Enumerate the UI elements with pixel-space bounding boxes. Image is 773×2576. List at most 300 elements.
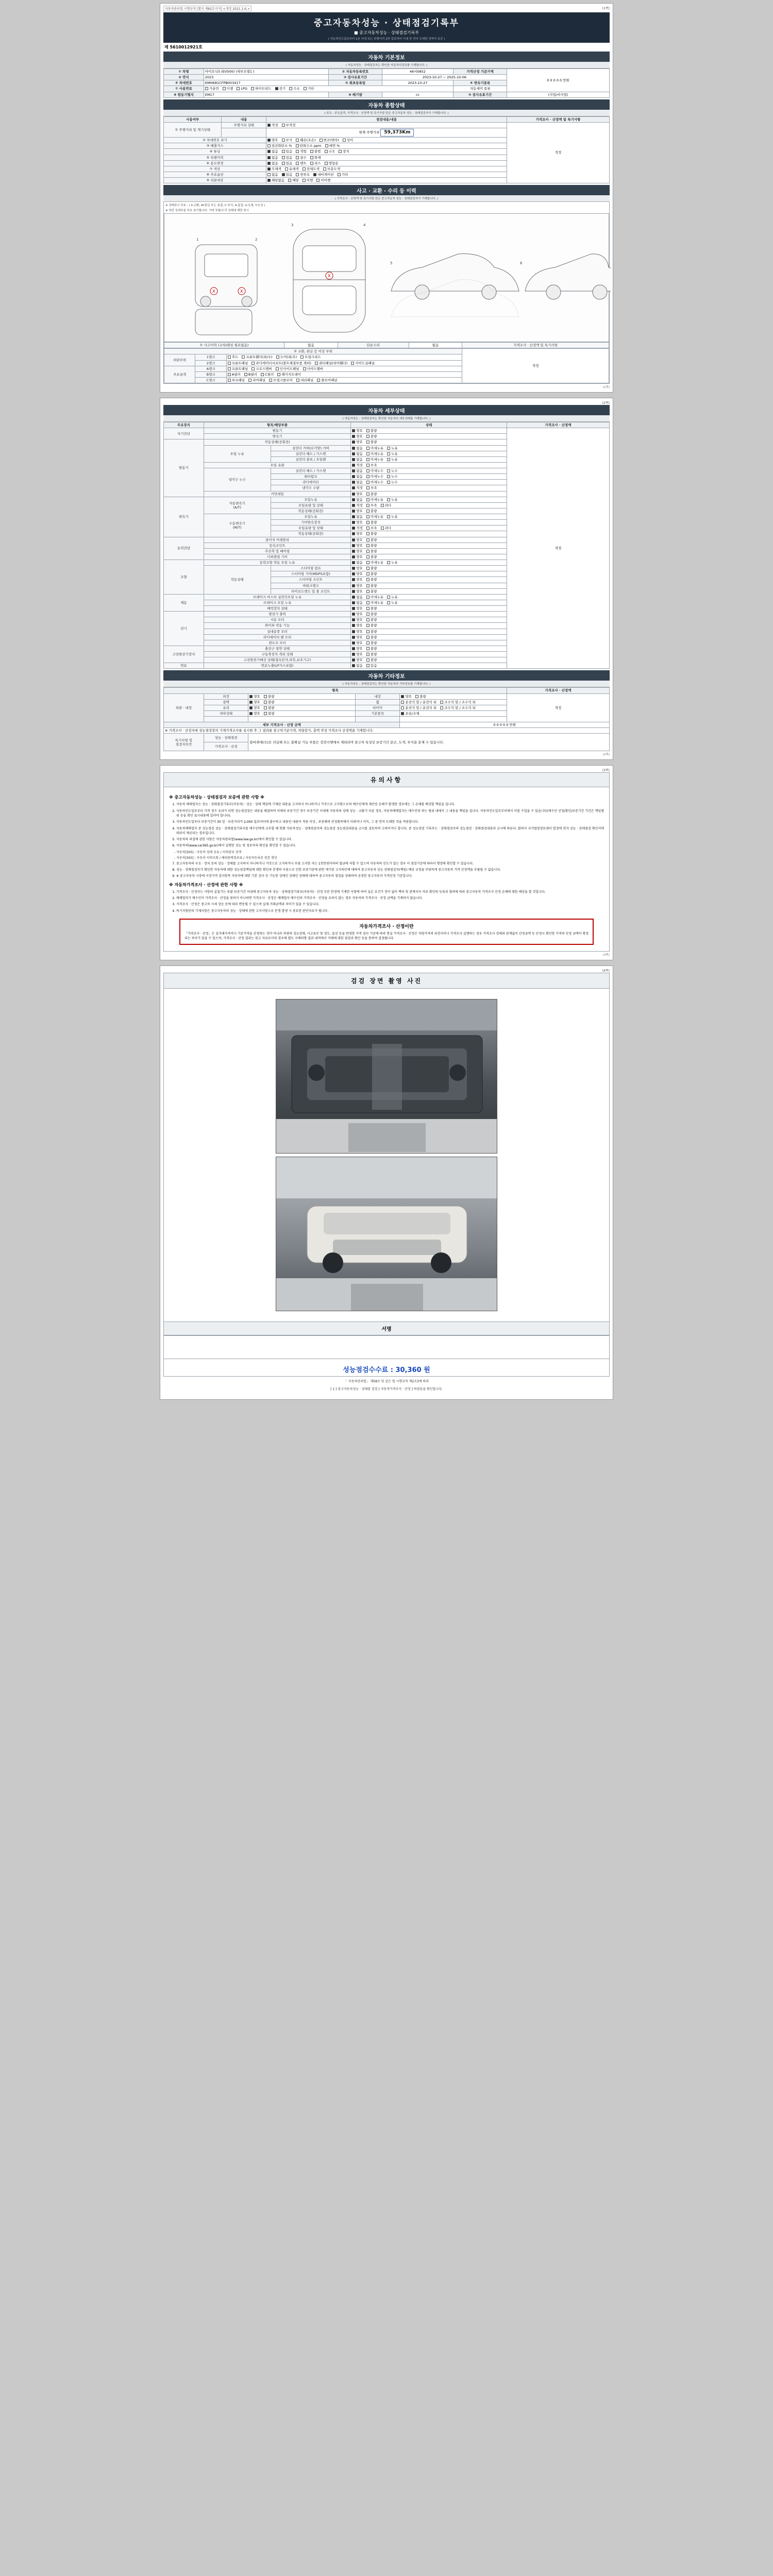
usechange-yes[interactable]: 있음: [282, 161, 293, 165]
status-power-crank: [351, 583, 507, 588]
sub-coolant-level: 냉각수 수량: [271, 485, 351, 491]
block-leak[interactable]: 누유: [387, 457, 398, 462]
color-full-repaint[interactable]: 전체도색: [303, 167, 320, 171]
frame-c-pillar[interactable]: C필러: [261, 372, 274, 377]
label-inspection-period: ③ 검사유효기간: [329, 75, 382, 80]
group-steering: 조향: [164, 560, 204, 595]
status-battery-isolation: [351, 652, 507, 657]
fan-bad[interactable]: 불량: [366, 635, 377, 639]
mt-idle-good[interactable]: 양호: [352, 532, 363, 536]
cp-good[interactable]: 양호: [352, 647, 363, 651]
pump-slight[interactable]: 미세누수: [366, 474, 383, 479]
page-title: 중고자동차성능 · 상태점검기록부: [313, 18, 460, 28]
sj-bad[interactable]: 불량: [366, 578, 377, 582]
vin-different[interactable]: 상이: [343, 138, 354, 142]
damage-diagram-svg: [164, 214, 611, 342]
starter-good[interactable]: 양호: [352, 618, 363, 622]
fuel-option-gasoline[interactable]: 가솔린: [205, 87, 219, 91]
status-alternator: [351, 612, 507, 617]
coolant-head-slight[interactable]: 미세누수: [366, 469, 383, 473]
label-transmission: ⑥ 변속기종류: [453, 80, 507, 86]
mt-leak-slight[interactable]: 미세누유: [366, 515, 383, 519]
at-idle-bad[interactable]: 불량: [366, 509, 377, 513]
col-content: 내용: [222, 116, 266, 122]
item-window-motor: 윈도우 모터: [204, 640, 350, 646]
frame-rear-panel[interactable]: 리어패널: [248, 378, 265, 382]
usechange-lease[interactable]: 리스: [310, 161, 321, 165]
status-booster: [351, 606, 507, 612]
at-level-high[interactable]: 과다: [381, 503, 392, 507]
mt-level-ok[interactable]: 적정: [352, 526, 363, 530]
ps-leak[interactable]: 누유: [387, 561, 398, 565]
fuel-option-lpg[interactable]: LPG: [237, 87, 247, 91]
svg-text:2: 2: [255, 238, 258, 242]
pump-leak[interactable]: 누수: [387, 474, 398, 479]
photo-underbody-svg: [276, 999, 497, 1154]
section-accident-subnote: ( 가격조사 · 산정액 및 특기사항 란은 중고자동차 성능 · 상태점검자가 기재합니다. ): [163, 195, 610, 202]
col-status: 상태: [351, 422, 507, 428]
notice-item: 4. 특기사항란의 기재사항은 중고자동차의 성능 · 상태에 관한 고지사항으로 분쟁 발생 시 중요한 판단자료가 됩니다.: [176, 909, 604, 913]
alt-good[interactable]: 양호: [352, 612, 363, 616]
frame-dash-panel[interactable]: 대쉬패널: [296, 378, 313, 382]
emission-smoke[interactable]: 매연 %: [325, 144, 340, 148]
fuel-option-diesel[interactable]: 디젤: [223, 87, 233, 91]
item-basic: 기본품목: [355, 710, 400, 716]
status-etc-other: [248, 710, 356, 716]
recall-notdone[interactable]: 미이행: [316, 178, 330, 182]
block-slight[interactable]: 미세누유: [366, 457, 383, 462]
alt-bad[interactable]: 불량: [366, 612, 377, 616]
at-level-low[interactable]: 부족: [366, 503, 377, 507]
frame-a-pillar[interactable]: A필러: [228, 372, 241, 377]
color-partial-repaint[interactable]: 부분도색: [323, 167, 340, 171]
notice-item: 5. 자동차의 의결에 권한 사항은 자동차관리법(www.law.go.kr)에서 확인할 수 있습니다.: [176, 837, 604, 842]
ps-slight[interactable]: 미세누유: [366, 561, 383, 565]
etc-good[interactable]: 양호: [249, 711, 260, 716]
rocker-leak[interactable]: 누유: [387, 446, 398, 450]
int-bad[interactable]: 불량: [415, 694, 426, 699]
status-common-rail: [351, 491, 507, 497]
oil-level-ok[interactable]: 적정: [352, 463, 363, 467]
item-oil-leak: 오일 누유: [204, 445, 271, 462]
recall-done[interactable]: 이행: [303, 178, 313, 182]
status-wash: [248, 717, 356, 722]
tuning-device[interactable]: 장치: [339, 149, 349, 154]
fuel-none[interactable]: 없음: [352, 664, 363, 668]
starter-bad[interactable]: 불량: [366, 618, 377, 622]
section-detail-subnote: ( 자동차성능 · 상태점검자는 확인한 자동차의 세부상태를 기재합니다. ): [163, 415, 610, 422]
item-transmission-diag: 변속기: [204, 434, 350, 439]
sub-steering-pump: 스티어링 펌프: [271, 566, 351, 571]
row-options-label: ⑧ 주요옵션: [164, 172, 266, 177]
usechange-rent[interactable]: 렌트: [296, 161, 307, 165]
damage-diagram: [164, 213, 609, 342]
signature-area[interactable]: [163, 1335, 610, 1359]
cp-bad[interactable]: 불량: [366, 647, 377, 651]
status-radiator-fan: [351, 634, 507, 640]
part-radiator-support[interactable]: 라디에이터서포트(볼트체결부품 제외): [251, 361, 311, 365]
at-level-ok[interactable]: 적정: [352, 503, 363, 507]
head-slight[interactable]: 미세누유: [366, 452, 383, 456]
wm-bad[interactable]: 불량: [366, 641, 377, 645]
status-exterior: [248, 693, 356, 699]
page-1: [160, 3, 613, 393]
special-opt-performance: 성능 · 상태점검: [204, 734, 248, 742]
mt-leak-leak[interactable]: 누유: [387, 515, 398, 519]
part-hood[interactable]: 후드: [228, 355, 239, 359]
sub-tie-rod: 타이로드엔드 및 볼 조인트: [271, 588, 351, 594]
notice-list-2: [176, 890, 604, 913]
emission-co[interactable]: 일산화탄소 %: [267, 144, 292, 148]
head-leak[interactable]: 누유: [387, 452, 398, 456]
label-plate: ② 자동차등록번호: [329, 69, 382, 75]
item-propeller-shaft: 추진축 및 베어링: [204, 548, 350, 554]
at-leak-none[interactable]: 없음: [352, 498, 363, 502]
svg-text:X: X: [328, 274, 331, 279]
mt-gear-bad[interactable]: 불량: [366, 520, 377, 524]
special-yes[interactable]: 있음: [282, 156, 293, 160]
notice-list-1: [176, 802, 604, 848]
blower-bad[interactable]: 불량: [366, 630, 377, 634]
mt-gear-good[interactable]: 양호: [352, 520, 363, 524]
clutch-bad[interactable]: 불량: [366, 538, 377, 542]
oil-level-low[interactable]: 부족: [366, 463, 377, 467]
mt-level-low[interactable]: 부족: [366, 526, 377, 530]
part-door[interactable]: 도어(좌/우): [276, 355, 297, 359]
rocker-slight[interactable]: 미세누유: [366, 446, 383, 450]
wiper-good[interactable]: 양호: [352, 623, 363, 628]
row-mileage-current-label: [222, 128, 266, 137]
label-total-price: 세부 가격조사 · 산정 금액: [164, 722, 400, 728]
blower-good[interactable]: 양호: [352, 630, 363, 634]
part-replacement-table: [164, 348, 609, 383]
status-steering-pump: [351, 566, 507, 571]
frame-floor-panel[interactable]: 플로어패널: [317, 378, 337, 382]
tuning-structure[interactable]: 구조: [325, 149, 335, 154]
bi-good[interactable]: 양호: [352, 652, 363, 656]
section-basic-info-subnote: ( 자동차성능 · 상태점검자는 확인한 자동차의정보를 기재합니다. ): [163, 62, 610, 69]
block-none[interactable]: 없음: [352, 457, 363, 462]
status-wiper: [351, 623, 507, 629]
coolant-head-leak[interactable]: 누수: [387, 469, 398, 473]
mileage-proper[interactable]: 적정: [267, 123, 278, 127]
other-price-value: 적정: [507, 693, 610, 722]
hv-good[interactable]: 양호: [352, 658, 363, 662]
fan-good[interactable]: 양호: [352, 635, 363, 639]
color-chromatic[interactable]: 유채색: [285, 167, 299, 171]
rank-c-items: [226, 377, 462, 383]
tire-fl[interactable]: 운전석 앞 / 운전석 뒤: [401, 706, 436, 710]
item-wiper: 와이퍼 작동 기능: [204, 623, 350, 629]
at-leak-slight[interactable]: 미세누유: [366, 498, 383, 502]
item-tire: 타이어: [355, 705, 400, 710]
rad-none[interactable]: 없음: [352, 480, 363, 484]
frame-inside-panel[interactable]: 인사이드패널: [276, 367, 299, 371]
rank-2: 2랭크: [195, 360, 226, 366]
pump-none[interactable]: 없음: [352, 474, 363, 479]
special-flood[interactable]: 침수: [296, 156, 307, 160]
row-tuning-label: ④ 튜닝: [164, 149, 266, 155]
coolant-level-low[interactable]: 부족: [366, 486, 377, 490]
status-wheel: [400, 699, 507, 705]
status-propeller-shaft: [351, 548, 507, 554]
mc-none[interactable]: 없음: [352, 595, 363, 599]
rail-bad[interactable]: 불량: [366, 492, 377, 496]
emission-hc[interactable]: 탄화수소 ppm: [296, 144, 322, 148]
value-engine: EM17: [204, 92, 328, 97]
wm-good[interactable]: 양호: [352, 641, 363, 645]
frame-cross-member[interactable]: 크로스멤버: [251, 367, 272, 371]
fuel-option-hybrid[interactable]: 하이브리드: [251, 87, 271, 91]
special-none[interactable]: 없음: [267, 156, 278, 160]
vin-altered[interactable]: 변조(변타): [320, 138, 339, 142]
special-fire[interactable]: 화재: [310, 156, 321, 160]
ps-none[interactable]: 없음: [352, 561, 363, 565]
item-engine-diag: 원동기: [204, 428, 350, 434]
status-at-level: [351, 502, 507, 508]
coolant-level-ok[interactable]: 적정: [352, 486, 363, 490]
notice-heading-1: ※ 중고자동차성능 · 상태점검자 보증에 관한 사항 ※: [169, 795, 264, 800]
status-polish: [248, 699, 356, 705]
notice-body: [163, 787, 610, 951]
part-trunk-lid[interactable]: 트렁크리드: [300, 355, 321, 359]
frame-b-pillar[interactable]: B필러: [244, 372, 257, 377]
tire-fr[interactable]: 조수석 앞 / 조수석 뒤: [440, 706, 476, 710]
notice-item: 2. 자동차인도일로부터 가격 정수 초과가 되면 성능점검장은 내용을 해결하여 이에의 보증기간 정수 보증기간 이내에 자동차의 상태 성능 · 교환기 다른 경우, 자동차매매업자는 매수인의 하는 범위 내에서 그 내용을 책임을 집니다. 자동차인도일로부터에서 이를 수업을 수 있습니다(매수인 선정/확인/보증기간 기간은 책임범위 등을 확인 표시내용에 있어야 합니다).: [176, 809, 604, 819]
recall-na[interactable]: 해당없음: [267, 178, 284, 182]
option-none[interactable]: 없음: [267, 173, 278, 177]
special-remarks-text: 앞바퀴에(으)로 의심해 또는 불확실 기능 부품은 검검시행에서 제외되며 중고차 특성상 보증기간 문곤, 도색, 부식을 문제 수 있습니다.: [248, 734, 610, 751]
mt-level-high[interactable]: 과다: [381, 526, 392, 530]
pc-bad[interactable]: 불량: [366, 584, 377, 588]
vin-corrosion[interactable]: 부식: [282, 138, 293, 142]
option-sunroof[interactable]: 썬루프: [296, 173, 310, 177]
status-mt-idle: [351, 531, 507, 537]
section-accident-header: 사고 · 교환 · 수리 등 이력: [163, 185, 610, 195]
part-side-sill[interactable]: 사이드실패널: [351, 361, 375, 365]
tuning-none[interactable]: 없음: [267, 149, 278, 154]
page-number: (1쪽): [602, 7, 610, 10]
sub-mt-gear: 기어변속장치: [271, 520, 351, 526]
page-3-number: (3쪽): [602, 769, 610, 773]
sp-bad[interactable]: 불량: [366, 566, 377, 570]
mc-leak[interactable]: 누유: [387, 595, 398, 599]
wiper-bad[interactable]: 불량: [366, 623, 377, 628]
tuning-yes[interactable]: 있음: [282, 149, 293, 154]
rocker-none[interactable]: 없음: [352, 446, 363, 450]
booster-bad[interactable]: 불량: [366, 606, 377, 611]
row-vin-options: [266, 138, 507, 143]
status-basic: [400, 710, 507, 716]
item-wash: [204, 717, 248, 722]
col-detail-price: 가격조사 · 산정액: [507, 422, 610, 428]
part-front-fender[interactable]: 프론트휀더(좌/우): [242, 355, 272, 359]
mt-idle-bad[interactable]: 불량: [366, 532, 377, 536]
special-opt-price: 가격조사 · 산정: [204, 742, 248, 751]
mc-slight[interactable]: 미세누유: [366, 595, 383, 599]
engine-diag-bad[interactable]: 불량: [366, 429, 377, 433]
idle-good[interactable]: 양호: [352, 440, 363, 444]
sp-good[interactable]: 양호: [352, 566, 363, 570]
frame-roof-panel[interactable]: 루프패널: [228, 378, 245, 382]
booster-good[interactable]: 양호: [352, 606, 363, 611]
part-front-panel[interactable]: 프론트패널: [228, 361, 248, 365]
tuning-illegal[interactable]: 불법: [310, 149, 321, 154]
status-steering-gear: [351, 571, 507, 577]
basic-have[interactable]: 보유/교체: [401, 711, 419, 716]
vin-damaged[interactable]: 훼손(오손): [296, 138, 315, 142]
value-plate: 46서0852: [382, 69, 453, 75]
etc-bad[interactable]: 불량: [264, 711, 275, 716]
coolant-head-none[interactable]: 없음: [352, 469, 363, 473]
mileage-improper[interactable]: 부적정: [282, 123, 296, 127]
recall-yes[interactable]: 해당: [288, 178, 299, 182]
engine-diag-good[interactable]: 양호: [352, 429, 363, 433]
svg-text:4: 4: [363, 223, 366, 228]
rank-b-items: [226, 371, 462, 377]
bi-bad[interactable]: 불량: [366, 652, 377, 656]
notice-subitem: - 자동차[305] : 자동차 이력조회 / 해외판매정보표 / 자동차등록증 원본 확인: [174, 856, 277, 860]
usechange-business[interactable]: 영업용: [325, 161, 339, 165]
accident-history-table: [164, 342, 609, 348]
head-none[interactable]: 없음: [352, 452, 363, 456]
at-leak-leak[interactable]: 누유: [387, 498, 398, 502]
value-transmission: 자동세미 종류: [453, 86, 507, 92]
tr-bad[interactable]: 불량: [366, 589, 377, 594]
detail-state-table: [163, 422, 610, 669]
svg-text:X: X: [240, 289, 243, 294]
cv-good[interactable]: 양호: [352, 544, 363, 548]
glass-bad[interactable]: 불량: [264, 706, 275, 710]
rank-1: 1랭크: [195, 354, 226, 360]
option-navigation[interactable]: 내비게이션: [313, 173, 333, 177]
item-glass: 유리: [204, 705, 248, 710]
status-steering-joint: [351, 577, 507, 583]
cv-bad[interactable]: 불량: [366, 544, 377, 548]
fuel-option-hydrogen[interactable]: 수소: [289, 87, 300, 91]
vin-good[interactable]: 양호: [267, 138, 278, 142]
photo-front-svg: [276, 1157, 497, 1311]
item-radiator-fan: 라디에이터 팬 모터: [204, 634, 350, 640]
sj-good[interactable]: 양호: [352, 578, 363, 582]
bo-slight[interactable]: 미세누유: [366, 601, 383, 605]
label-accident-history: ① 사고이력 (교차/랜싱 필요없음): [164, 343, 284, 348]
option-etc[interactable]: 기타: [338, 173, 348, 177]
bo-none[interactable]: 없음: [352, 601, 363, 605]
mt-leak-none[interactable]: 없음: [352, 515, 363, 519]
fuel-option-etc[interactable]: 기타: [304, 87, 314, 91]
at-idle-good[interactable]: 양호: [352, 509, 363, 513]
rank-b: B랭크: [195, 371, 226, 377]
label-simple-repair: 단순수리: [338, 343, 409, 348]
pc-good[interactable]: 양호: [352, 584, 363, 588]
fuel-yes[interactable]: 있음: [366, 664, 377, 668]
glass-good[interactable]: 양호: [249, 706, 260, 710]
value-vin: KMHK81CFPB003417: [204, 80, 328, 86]
item-brake-oil: 브레이크 오일 누유: [204, 600, 350, 605]
ext-bad[interactable]: 불량: [264, 694, 275, 699]
item-power-steering-leak: 동력조향 작동 오일 누유: [204, 560, 350, 566]
shaft-bad[interactable]: 불량: [366, 549, 377, 553]
status-rocker-cover: [351, 445, 507, 451]
wheel-fl[interactable]: 운전석 앞 / 운전석 뒤: [401, 700, 436, 704]
group-main-frame: 주요골격: [164, 366, 195, 383]
row-special-history-options: [266, 155, 507, 160]
page-3: [160, 765, 613, 960]
clutch-good[interactable]: 양호: [352, 538, 363, 542]
detail-price-value: 적정: [507, 428, 610, 669]
item-hv-wiring: 고전원전기배선 상태(접속단자,피복,보호기구): [204, 657, 350, 663]
page-4: [160, 965, 613, 1400]
label-fuel: ⑦ 사용연료: [164, 86, 204, 92]
item-cv-joint: 등속조인트: [204, 543, 350, 548]
rad-slight[interactable]: 미세누수: [366, 480, 383, 484]
color-achromatic[interactable]: 무채색: [267, 167, 281, 171]
option-yes[interactable]: 있음: [282, 173, 293, 177]
row-color-label: ⑦ 색상: [164, 166, 266, 172]
hv-bad[interactable]: 불량: [366, 658, 377, 662]
item-master-cylinder: 브레이크 마스터 실린더오일 누유: [204, 594, 350, 600]
status-block-oilpan: [351, 456, 507, 462]
bo-leak[interactable]: 누유: [387, 601, 398, 605]
page-4-number: (4쪽): [602, 969, 610, 973]
row-usechange-options: [266, 160, 507, 166]
group-high-voltage: 고전원전기장치: [164, 646, 204, 663]
row-tuning-options: [266, 149, 507, 155]
int-good[interactable]: 양호: [401, 694, 412, 699]
usechange-none[interactable]: 없음: [267, 161, 278, 165]
label-special-remarks: 특기사항 및 점검자의견: [164, 734, 204, 751]
notice-item: 7. 중고자동차의 구조 · 장치 등의 성능 · 상태를 고지하지 아니하거나 거짓으로 고지하거나 부당 고지한 자는 1천만원이하의 벌금에 처할 수 있으며 자동차의 인도가 있는 경우 이 점검기준에 따라서 행정에 확인할 수 있습니다.: [176, 861, 604, 866]
notice-item: 9. ※ 중고자동차 시장에 시장가격 검사항목 자동차에 대한 기본 검사 등 기능한 상태인 상태인 상태에 대하여 중고자동차 점검을 상태하여 공정한 중고자동차 가격산정 기준입니다.: [176, 874, 604, 878]
row-emission-options: [266, 143, 507, 149]
frame-trunk-floor[interactable]: 트렁크플로어: [269, 378, 293, 382]
idle-bad[interactable]: 불량: [366, 440, 377, 444]
ext-good[interactable]: 양호: [249, 694, 260, 699]
polish-good[interactable]: 양호: [249, 700, 260, 704]
tr-good[interactable]: 양호: [352, 589, 363, 594]
diff-good[interactable]: 양호: [352, 555, 363, 559]
item-fuel-leak: 연료누출(LP가스포함): [204, 663, 350, 669]
tuning-legal[interactable]: 적법: [296, 149, 307, 154]
part-quarter-panel[interactable]: 쿼터패널(리어휀더): [315, 361, 347, 365]
diff-bad[interactable]: 불량: [366, 555, 377, 559]
wheel-fr[interactable]: 조수석 앞 / 조수석 뒤: [440, 700, 476, 704]
col-other-price: 가격조사 · 산정액: [507, 688, 610, 693]
fee-note-2: [ 1 ] 중고자동차성능 · 상태를 검검 [ 자동차가격조사 · 산정 ] 하였음을 확인합니다.: [330, 1387, 443, 1391]
shaft-good[interactable]: 양호: [352, 549, 363, 553]
frame-package-tray[interactable]: 패키지트레이: [277, 372, 301, 377]
item-common-rail: 커먼레일: [204, 491, 350, 497]
sub-block-oilpan: 실린더 블록 / 오일팬: [271, 456, 351, 462]
item-clutch: 클러치 어셈블리: [204, 537, 350, 543]
rail-good[interactable]: 양호: [352, 492, 363, 496]
status-ps-leak: [351, 560, 507, 566]
sg-good[interactable]: 양호: [352, 572, 363, 576]
value-usage: (사업/비사업): [507, 92, 610, 97]
sg-bad[interactable]: 불량: [366, 572, 377, 576]
tm-diag-good[interactable]: 양호: [352, 434, 363, 438]
status-water-pump: [351, 474, 507, 480]
rad-leak[interactable]: 누수: [387, 480, 398, 484]
tm-diag-bad[interactable]: 불량: [366, 434, 377, 438]
polish-bad[interactable]: 불량: [264, 700, 275, 704]
svg-text:3: 3: [291, 223, 294, 228]
frame-side-member[interactable]: 사이드멤버: [303, 367, 323, 371]
section-other-subnote: ( 자동차성능 · 상태점검자는 확인한 자동차의 기타정보를 기재합니다. ): [163, 681, 610, 687]
fuel-option-electric[interactable]: 전기: [275, 87, 286, 91]
frame-front-panel[interactable]: 프론트패널: [228, 367, 248, 371]
